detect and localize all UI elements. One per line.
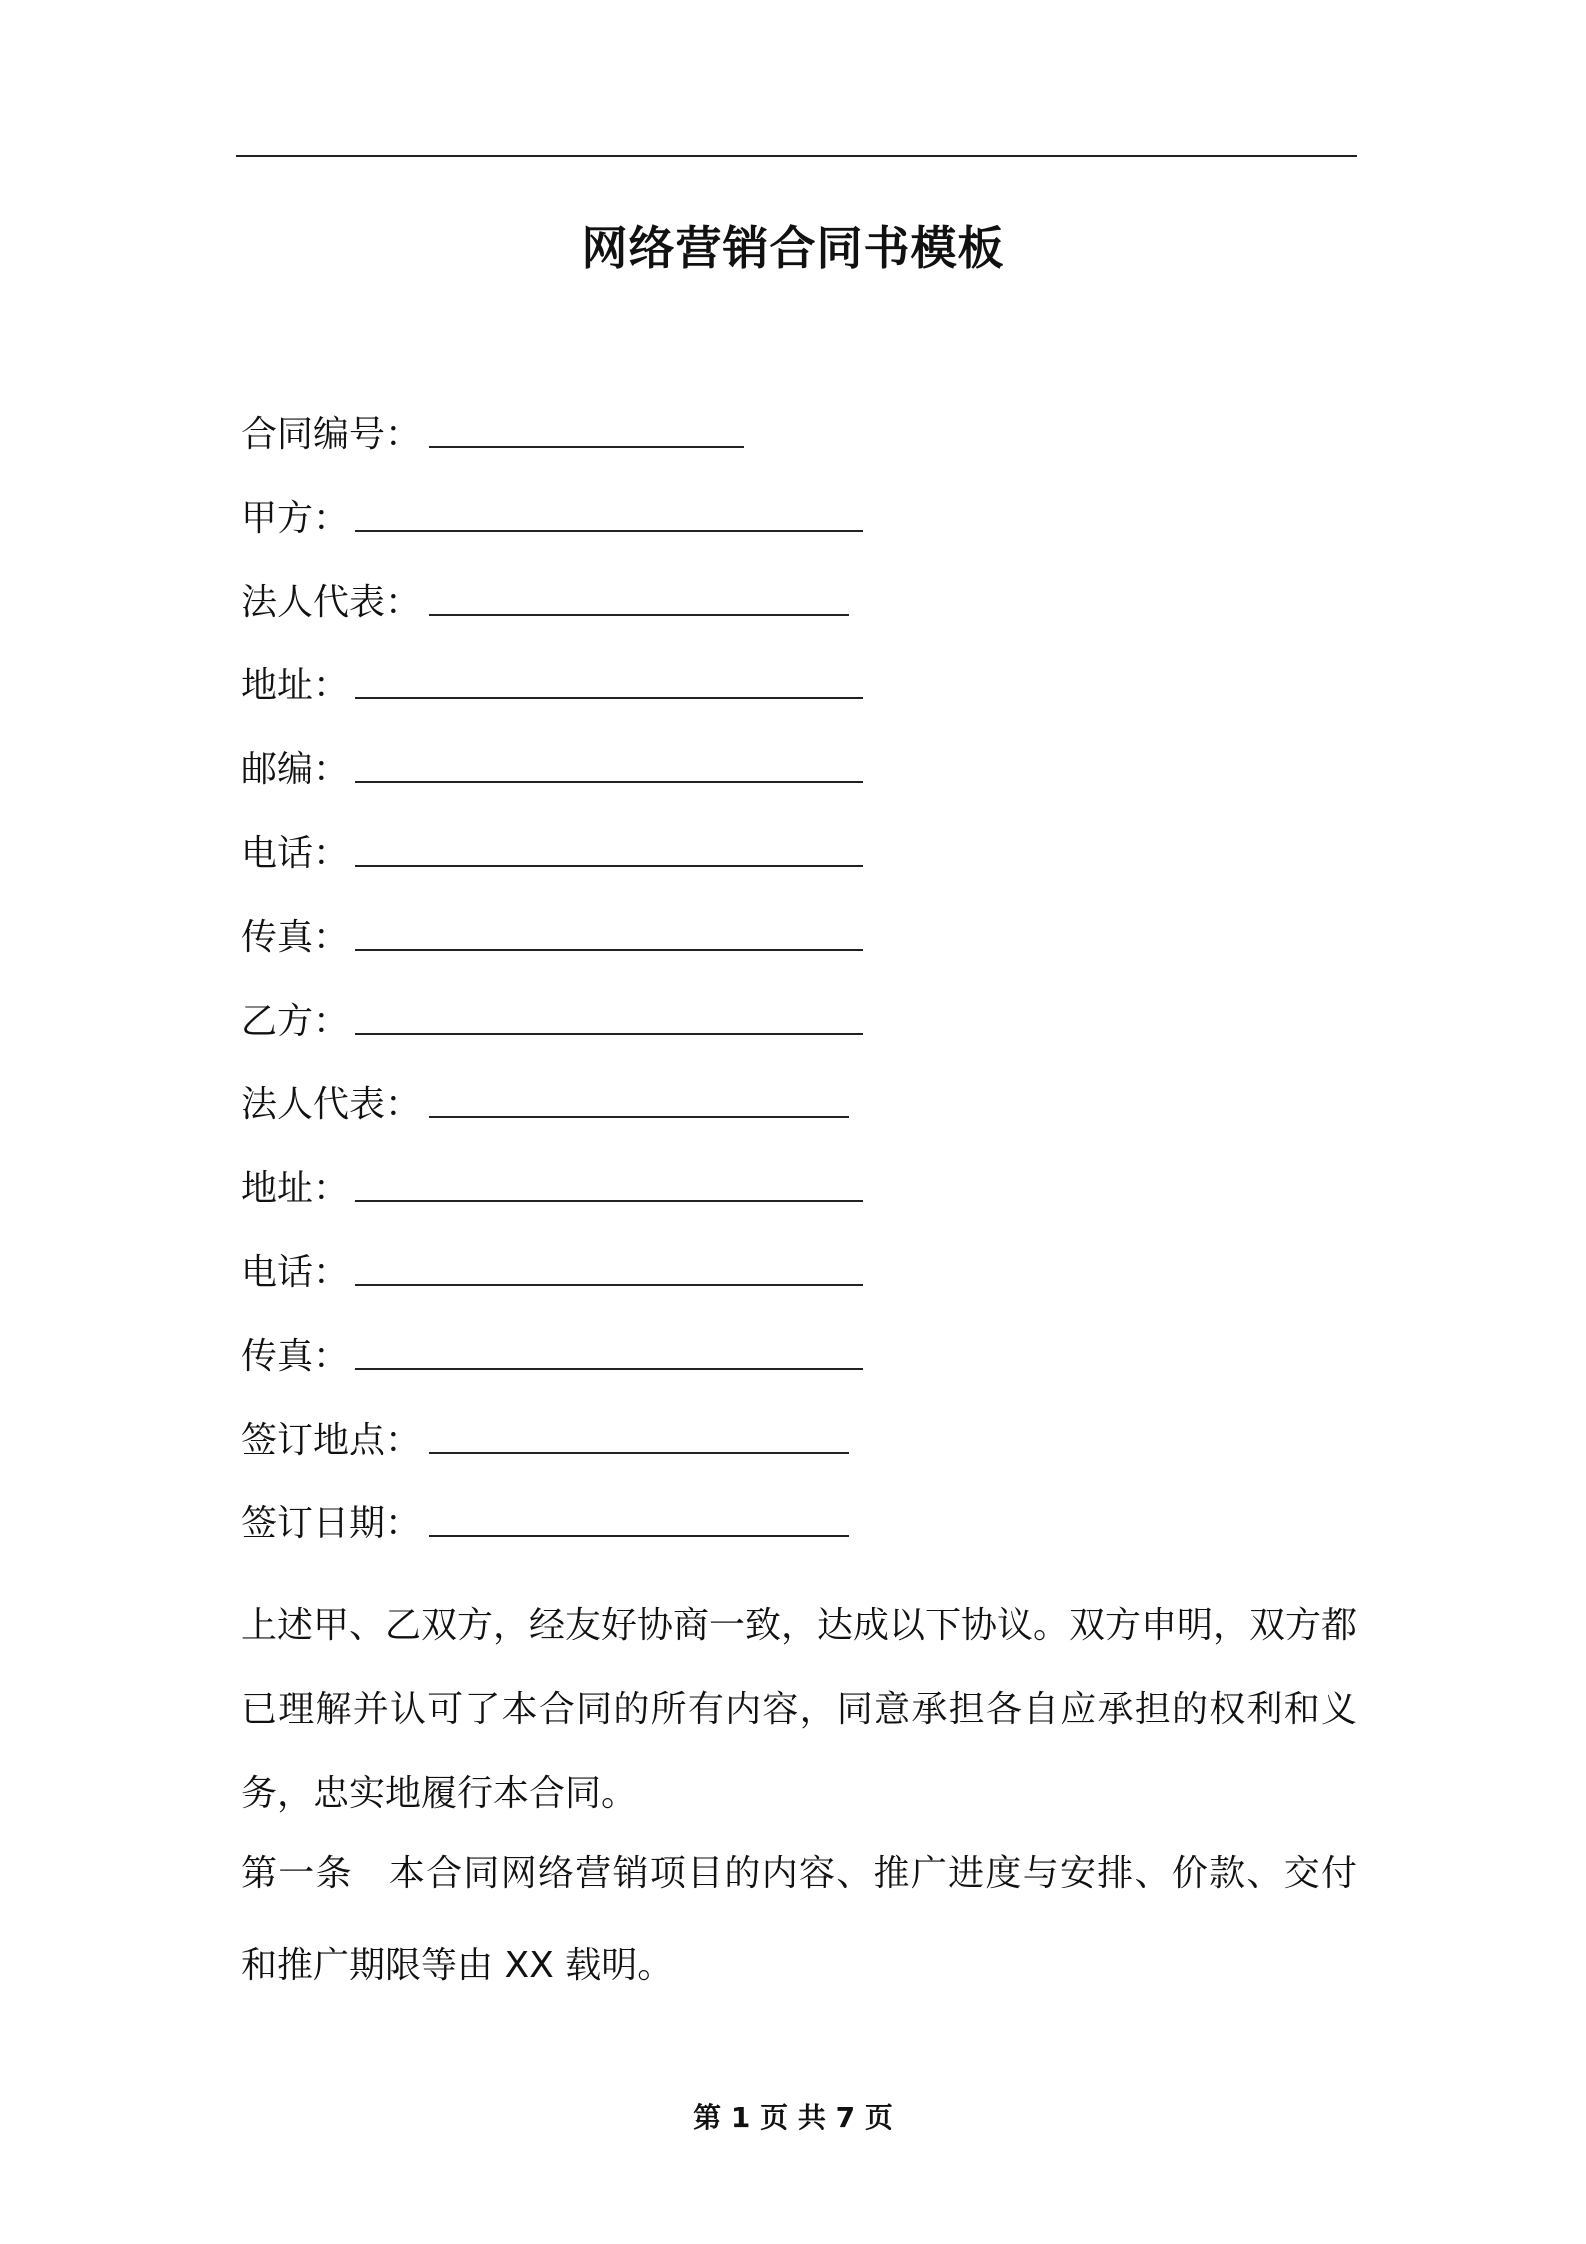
field-label: 乙方： bbox=[241, 1000, 350, 1042]
blank-line bbox=[355, 1164, 863, 1202]
contract-fields bbox=[241, 410, 1357, 1583]
field-label: 甲方： bbox=[241, 497, 350, 539]
article-1 bbox=[241, 1828, 1357, 2012]
field-label: 电话： bbox=[241, 1251, 350, 1293]
blank-line bbox=[429, 410, 744, 448]
field-label: 签订地点： bbox=[241, 1419, 422, 1461]
field-label: 邮编： bbox=[241, 749, 350, 791]
field-party-a bbox=[241, 494, 1357, 578]
blank-line bbox=[429, 1499, 849, 1537]
document-title: 网络营销合同书模板 bbox=[581, 221, 1005, 275]
field-label: 传真： bbox=[241, 916, 350, 958]
field-party-b-fax bbox=[241, 1332, 1357, 1416]
field-party-a-address bbox=[241, 661, 1357, 745]
blank-line bbox=[355, 1248, 863, 1286]
field-label: 传真： bbox=[241, 1335, 350, 1377]
field-label: 法人代表： bbox=[241, 1084, 422, 1126]
field-label: 地址： bbox=[241, 665, 350, 707]
agreement-paragraph: 上述甲、乙双方，经友好协商一致，达成以下协议。双方申明，双方都已理解并认可了本合同的所有内容，同意承担各自应承担的权利和义务，忠实地履行本合同。 bbox=[241, 1605, 1358, 1814]
field-label: 法人代表： bbox=[241, 581, 422, 623]
field-party-b-legal-rep bbox=[241, 1080, 1357, 1164]
blank-line bbox=[429, 1080, 849, 1118]
page-number: 第 1 页 共 7 页 bbox=[693, 2101, 893, 2134]
field-label: 合同编号： bbox=[241, 414, 422, 455]
field-signing-date bbox=[241, 1499, 1357, 1583]
field-label: 签订日期： bbox=[241, 1503, 422, 1545]
field-contract-number bbox=[241, 410, 1357, 494]
blank-line bbox=[355, 494, 863, 532]
blank-line bbox=[355, 997, 863, 1035]
field-party-b-address bbox=[241, 1164, 1357, 1248]
field-party-b-phone bbox=[241, 1248, 1357, 1332]
blank-line bbox=[429, 578, 849, 616]
header-rule bbox=[236, 155, 1357, 157]
field-label: 地址： bbox=[241, 1168, 350, 1210]
field-party-a-fax bbox=[241, 913, 1357, 997]
field-label: 电话： bbox=[241, 832, 350, 874]
blank-line bbox=[355, 661, 863, 699]
blank-line bbox=[355, 1332, 863, 1370]
field-party-a-postcode bbox=[241, 745, 1357, 829]
article-label: 第一条 bbox=[241, 1853, 353, 1894]
blank-line bbox=[355, 745, 863, 783]
article-text: 本合同网络营销项目的内容、推广进度与安排、价款、交付和推广期限等由 XX 载明。 bbox=[241, 1853, 1357, 1986]
field-signing-place bbox=[241, 1416, 1357, 1500]
field-party-a-phone bbox=[241, 829, 1357, 913]
field-party-a-legal-rep bbox=[241, 578, 1357, 662]
blank-line bbox=[355, 913, 863, 951]
blank-line bbox=[355, 829, 863, 867]
field-party-b bbox=[241, 997, 1357, 1081]
blank-line bbox=[429, 1416, 849, 1454]
